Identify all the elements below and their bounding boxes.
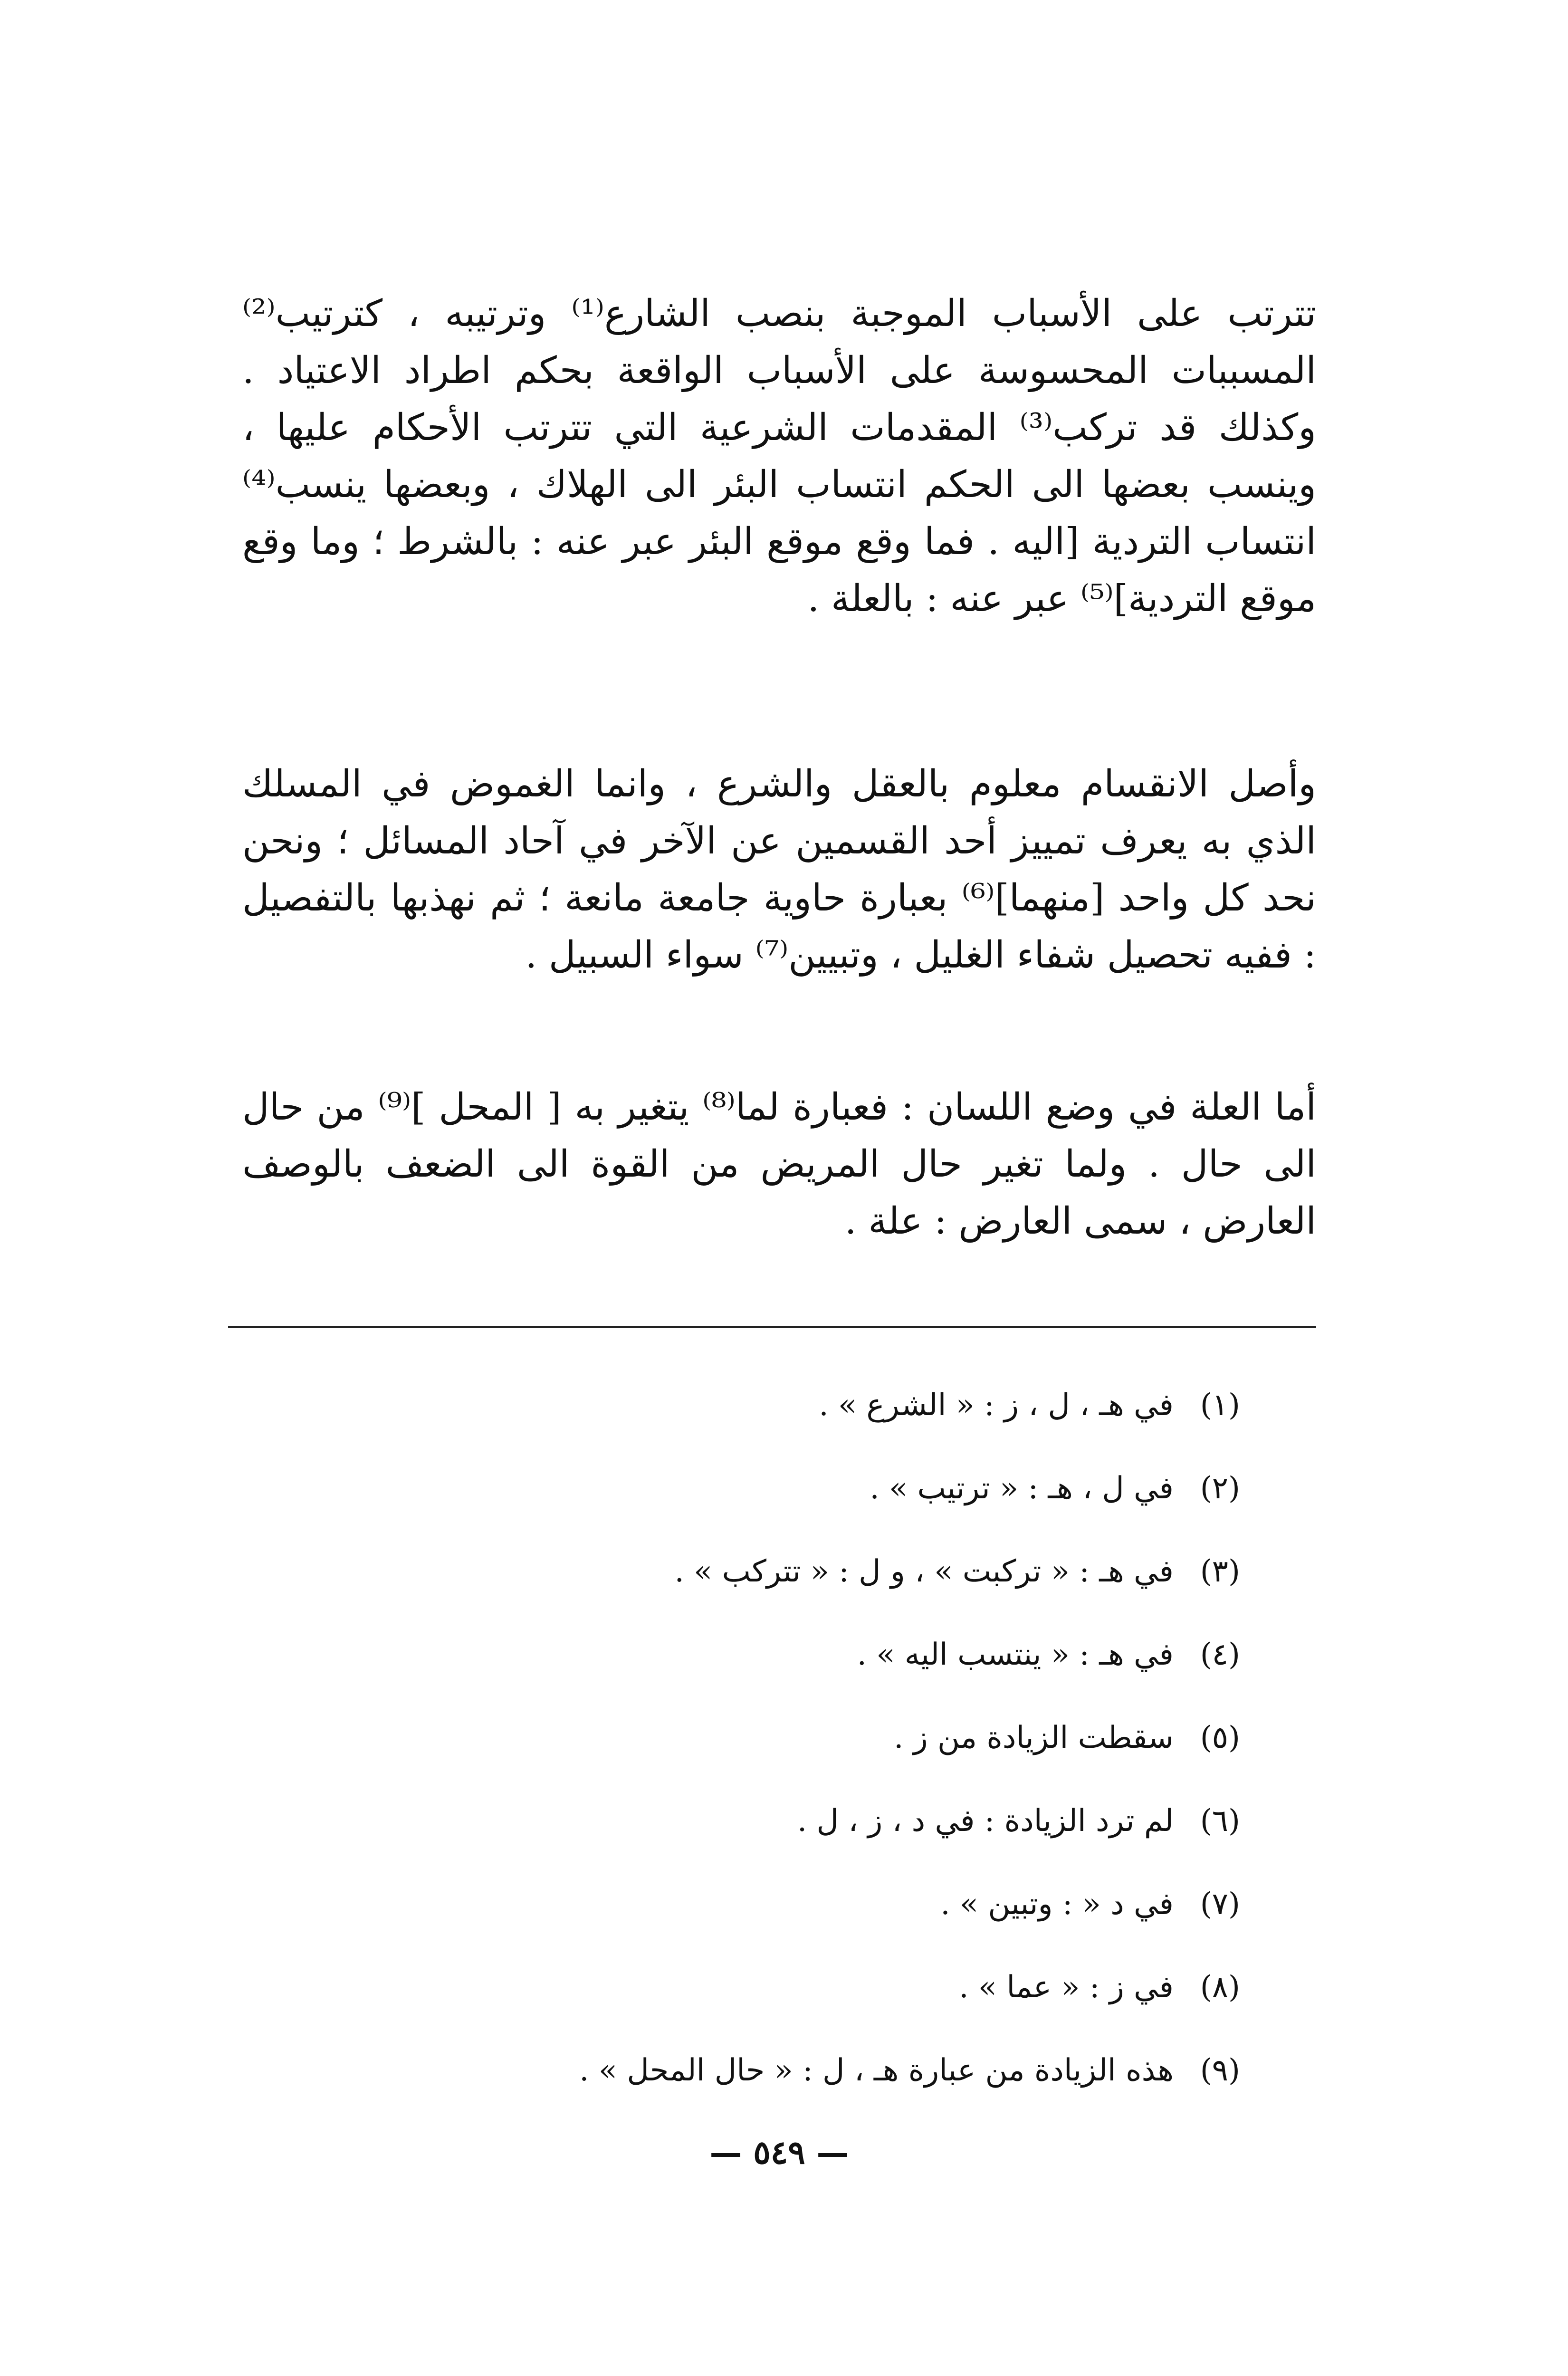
footnote-text: في هـ : « تركبت » ، و ل : « تتركب » . [674, 1554, 1174, 1589]
footnote-number: (٣) [1200, 1554, 1240, 1589]
footnote-8 [337, 1946, 1240, 2029]
footnote-number: (٤) [1200, 1637, 1240, 1672]
footnote-number: (٦) [1200, 1803, 1240, 1839]
footnote-9 [337, 2029, 1240, 2112]
footnote-text: سقطت الزيادة من ز . [894, 1720, 1174, 1755]
footnote-6 [337, 1780, 1240, 1863]
footnote-1 [337, 1364, 1240, 1447]
page-number: — ٥٤٩ — [709, 2134, 849, 2172]
footnote-number: (٧) [1200, 1887, 1240, 1922]
paragraph-text: وأصل الانقسام معلوم بالعقل والشرع ، وانما الغموض في المسلك الذي به يعرف تمييز أحد القسمين عن الآخر في آحاد المسائل ؛ ونحن نحد كل واحد [منهما]⁽⁶⁾ بعبارة حاوية جامعة مانعة ؛ ثم نهذبها بالتفصيل : ففيه تحصيل شفاء الغليل ، وتبيين⁽⁷⁾ سواء السبيل . [242, 763, 1316, 977]
paragraph-text: أما العلة في وضع اللسان : فعبارة لما⁽⁸⁾ يتغير به [ المحل ]⁽⁹⁾ من حال الى حال . ولما تغير حال المريض من القوة الى الضعف بالوصف العارض ، سمى العارض : علة . [242, 1086, 1316, 1243]
footnote-text: في ز : « عما » . [959, 1970, 1174, 2005]
paragraph-text: تترتب على الأسباب الموجبة بنصب الشارع⁽¹⁾ وترتيبه ، كترتيب⁽²⁾ المسببات المحسوسة على الأسباب الواقعة بحكم اطراد الاعتياد . وكذلك قد تركب⁽³⁾ المقدمات الشرعية التي تترتب الأحكام عليها ، وينسب بعضها الى الحكم انتساب البئر الى الهلاك ، وبعضها ينسب⁽⁴⁾ انتساب التردية [اليه . فما وقع موقع البئر عبر عنه : بالشرط ؛ وما وقع موقع التردية]⁽⁵⁾ عبر عنه : بالعلة . [242, 292, 1316, 620]
footnote-number: (١) [1200, 1388, 1240, 1423]
paragraph-1 [242, 285, 1316, 627]
footnote-3 [337, 1530, 1240, 1613]
footnote-text: لم ترد الزيادة : في د ، ز ، ل . [797, 1803, 1174, 1839]
paragraph-2 [242, 756, 1316, 984]
footnote-number: (٨) [1200, 1970, 1240, 2005]
footnote-number: (٥) [1200, 1720, 1240, 1755]
paragraph-3 [242, 1079, 1316, 1250]
footnote-text: في هـ ، ل ، ز : « الشرع » . [819, 1388, 1174, 1423]
footnote-text: في د « : وتبين » . [940, 1887, 1174, 1922]
footnote-2 [337, 1447, 1240, 1530]
footnote-4 [337, 1613, 1240, 1696]
footnote-text: في هـ : « ينتسب اليه » . [857, 1637, 1174, 1672]
footnote-text: في ل ، هـ : « ترتيب » . [870, 1471, 1174, 1506]
footnote-7 [337, 1863, 1240, 1946]
footnote-text: هذه الزيادة من عبارة هـ ، ل : « حال المحل » . [579, 2053, 1174, 2088]
footnote-number: (٩) [1200, 2053, 1240, 2088]
footnotes-list [337, 1364, 1240, 2112]
footnote-separator [228, 1326, 1316, 1328]
footnote-number: (٢) [1200, 1471, 1240, 1506]
footnote-5 [337, 1696, 1240, 1780]
